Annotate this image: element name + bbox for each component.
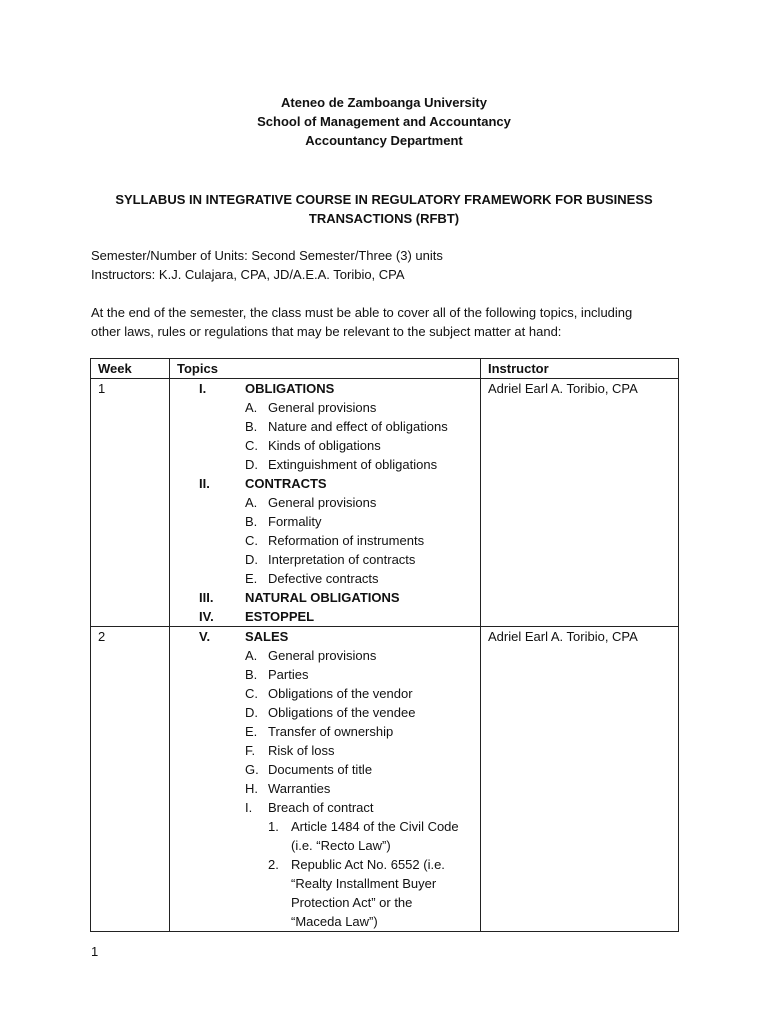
- topic-title: ESTOPPEL: [245, 609, 315, 624]
- subtopic-letter: A.: [245, 648, 258, 663]
- header-topics: Topics: [170, 359, 481, 379]
- topic-numeral: I.: [199, 381, 207, 396]
- subtopic-text: Transfer of ownership: [268, 724, 394, 739]
- table-row: [91, 627, 679, 932]
- topic-numeral: V.: [199, 629, 211, 644]
- subtopic-item: [177, 436, 473, 455]
- subtopic-item: [177, 493, 473, 512]
- subtopic-text: Extinguishment of obligations: [268, 457, 438, 472]
- university-name: Ateneo de Zamboanga University: [281, 95, 487, 110]
- subtopic-text: General provisions: [268, 495, 377, 510]
- week-cell: 1: [91, 379, 170, 627]
- instructors: Instructors: K.J. Culajara, CPA, JD/A.E.A. Toribio, CPA: [91, 267, 405, 282]
- table-header-row: [91, 359, 679, 379]
- topic-numeral: III.: [199, 590, 214, 605]
- item-text: Protection Act” or the: [291, 895, 413, 910]
- subtopic-letter: C.: [245, 533, 258, 548]
- item-number: 2.: [268, 857, 279, 872]
- item-text: Republic Act No. 6552 (i.e.: [291, 857, 445, 872]
- subtopic-text: Risk of loss: [268, 743, 335, 758]
- topic-title: OBLIGATIONS: [245, 381, 335, 396]
- item-text: “Realty Installment Buyer: [291, 876, 437, 891]
- subtopic-text: Reformation of instruments: [268, 533, 425, 548]
- topic-title: NATURAL OBLIGATIONS: [245, 590, 400, 605]
- subtopic-text: Interpretation of contracts: [268, 552, 416, 567]
- subtopic-item: [177, 779, 473, 798]
- semester-units: Semester/Number of Units: Second Semester/Three (3) units: [91, 248, 443, 263]
- topics-cell: [170, 627, 481, 932]
- school-name: School of Management and Accountancy: [257, 114, 511, 129]
- numbered-item-line: [177, 836, 473, 855]
- subtopic-text: Warranties: [268, 781, 331, 796]
- subtopic-item: [177, 722, 473, 741]
- topic-heading: [177, 474, 473, 493]
- intro-paragraph: [91, 303, 691, 341]
- page-number: 1: [91, 944, 99, 959]
- instructor-cell: Adriel Earl A. Toribio, CPA: [481, 379, 679, 627]
- item-text: Article 1484 of the Civil Code: [291, 819, 459, 834]
- subtopic-item: [177, 550, 473, 569]
- item-number: 1.: [268, 819, 279, 834]
- subtopic-letter: I.: [245, 800, 253, 815]
- subtopic-item: [177, 665, 473, 684]
- intro-line1: At the end of the semester, the class must be able to cover all of the following topics, including: [91, 305, 633, 320]
- topic-heading: [177, 607, 473, 626]
- subtopic-text: Breach of contract: [268, 800, 374, 815]
- subtopic-text: Documents of title: [268, 762, 373, 777]
- topic-title: SALES: [245, 629, 289, 644]
- subtopic-text: Nature and effect of obligations: [268, 419, 448, 434]
- topic-numeral: II.: [199, 476, 210, 491]
- syllabus-table: [90, 358, 679, 932]
- syllabus-title-line2: TRANSACTIONS (RFBT): [308, 211, 460, 226]
- subtopic-item: [177, 455, 473, 474]
- header-instructor: Instructor: [481, 359, 679, 379]
- week-cell: 2: [91, 627, 170, 932]
- subtopic-letter: E.: [245, 571, 258, 586]
- subtopic-text: Defective contracts: [268, 571, 379, 586]
- intro-line2: other laws, rules or regulations that may be relevant to the subject matter at hand:: [91, 324, 562, 339]
- subtopic-letter: H.: [245, 781, 258, 796]
- subtopic-text: Formality: [268, 514, 322, 529]
- subtopic-item: [177, 531, 473, 550]
- subtopic-letter: C.: [245, 686, 258, 701]
- topic-numeral: IV.: [199, 609, 214, 624]
- topics-cell: [170, 379, 481, 627]
- subtopic-letter: A.: [245, 400, 258, 415]
- topic-title: CONTRACTS: [245, 476, 327, 491]
- subtopic-text: Obligations of the vendee: [268, 705, 416, 720]
- subtopic-text: General provisions: [268, 400, 377, 415]
- subtopic-text: Kinds of obligations: [268, 438, 381, 453]
- topic-heading: [177, 627, 473, 646]
- instructor-cell: Adriel Earl A. Toribio, CPA: [481, 627, 679, 932]
- header-week: Week: [91, 359, 170, 379]
- numbered-item-line: [177, 855, 473, 874]
- subtopic-item: [177, 703, 473, 722]
- syllabus-title: [0, 190, 768, 228]
- subtopic-letter: F.: [245, 743, 256, 758]
- subtopic-item: [177, 798, 473, 817]
- subtopic-item: [177, 569, 473, 588]
- document-header: [0, 93, 768, 150]
- subtopic-text: Parties: [268, 667, 309, 682]
- subtopic-letter: B.: [245, 667, 258, 682]
- subtopic-text: Obligations of the vendor: [268, 686, 413, 701]
- numbered-item-line: [177, 874, 473, 893]
- subtopic-item: [177, 760, 473, 779]
- topic-heading: [177, 379, 473, 398]
- table-row: [91, 379, 679, 627]
- subtopic-letter: B.: [245, 514, 258, 529]
- subtopic-letter: C.: [245, 438, 258, 453]
- item-text: “Maceda Law”): [291, 914, 378, 929]
- subtopic-item: [177, 646, 473, 665]
- subtopic-letter: G.: [245, 762, 259, 777]
- course-meta: [91, 246, 443, 284]
- subtopic-letter: D.: [245, 457, 258, 472]
- subtopic-item: [177, 398, 473, 417]
- subtopic-text: General provisions: [268, 648, 377, 663]
- subtopic-letter: D.: [245, 552, 258, 567]
- numbered-item-line: [177, 893, 473, 912]
- subtopic-letter: D.: [245, 705, 258, 720]
- subtopic-item: [177, 417, 473, 436]
- subtopic-letter: B.: [245, 419, 258, 434]
- item-text: (i.e. “Recto Law”): [291, 838, 391, 853]
- numbered-item-line: [177, 817, 473, 836]
- subtopic-item: [177, 741, 473, 760]
- department-name: Accountancy Department: [305, 133, 463, 148]
- subtopic-letter: A.: [245, 495, 258, 510]
- syllabus-title-line1: SYLLABUS IN INTEGRATIVE COURSE IN REGULATORY FRAMEWORK FOR BUSINESS: [115, 192, 653, 207]
- numbered-item-line: [177, 912, 473, 931]
- subtopic-item: [177, 512, 473, 531]
- topic-heading: [177, 588, 473, 607]
- subtopic-item: [177, 684, 473, 703]
- subtopic-letter: E.: [245, 724, 258, 739]
